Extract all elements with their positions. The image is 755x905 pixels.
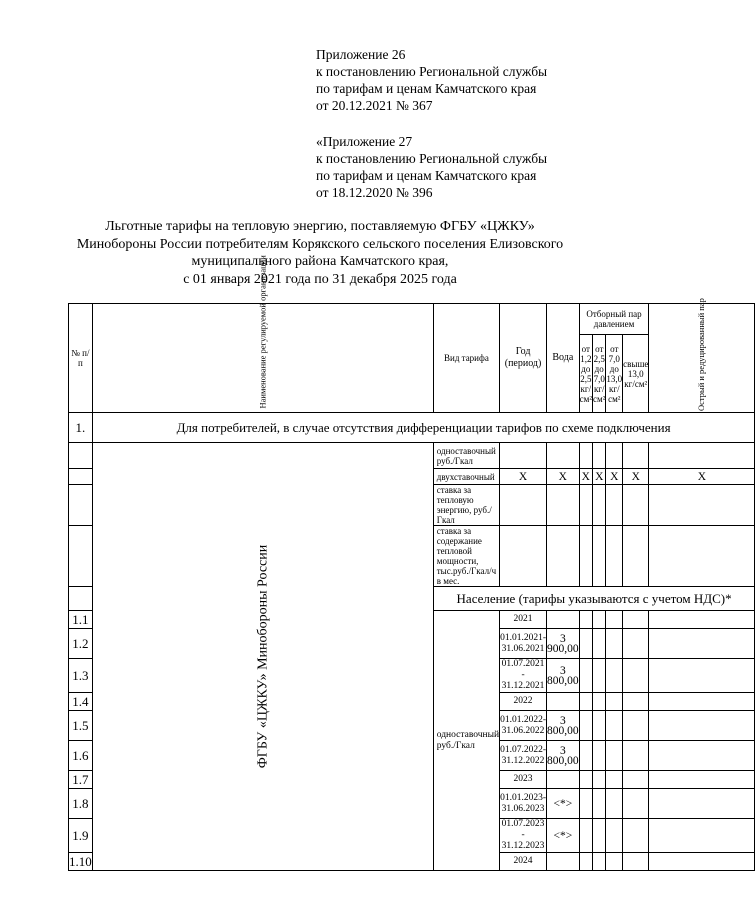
empty-cell [623,771,649,789]
empty-cell [579,693,592,711]
section1-num: 1. [69,413,93,443]
x-mark: Х [623,469,649,485]
x-mark: Х [547,469,580,485]
empty-cell [649,659,755,693]
empty-cell [623,629,649,659]
empty-cell [606,443,623,469]
row-num: 1.2 [69,629,93,659]
header-p1: от 1,2 до 2,5 кг/см² [579,335,592,413]
empty-cell [593,853,606,871]
empty-cell [579,711,592,741]
header-p3: от 7,0 до 13,0 кг/см² [606,335,623,413]
population-type: одноставочный руб./Гкал [433,611,499,871]
appendix-old-line3: по тарифам и ценам Камчатского края [316,168,537,183]
row-num: 1.4 [69,693,93,711]
appendix-new-line1: Приложение 26 [316,47,406,62]
empty-cell [649,771,755,789]
appendix-new-line2: к постановлению Региональной службы [316,64,548,79]
empty-cell [547,485,580,526]
title-line2: Минобороны России потребителям Корякского сельского поселения Елизовского [76,236,564,252]
x-mark: Х [500,469,547,485]
empty-cell [606,485,623,526]
header-water: Вода [547,304,580,413]
type-capacity-rate: ставка за содержание тепловой мощности, тыс.руб./Гкал/ч в мес. [433,526,499,587]
header-steam-group: Отборный пар давлением [579,304,649,335]
empty-cell [606,629,623,659]
empty-cell [649,443,755,469]
row-period: 01.01.2022-31.06.2022 [500,711,547,741]
empty-cell [69,587,93,611]
empty-cell [649,629,755,659]
row-num: 1.9 [69,819,93,853]
header-org: Наименование регулируемой организации [257,255,268,409]
empty-cell [649,741,755,771]
header-sharp: Острый и редуцированный пар [696,298,707,411]
row-period: 2021 [500,611,547,629]
empty-cell [69,485,93,526]
row-water [547,853,580,871]
empty-cell [500,443,547,469]
empty-cell [623,789,649,819]
empty-cell [649,853,755,871]
empty-cell [579,526,592,587]
x-mark: Х [649,469,755,485]
row-num: 1.1 [69,611,93,629]
empty-cell [593,659,606,693]
empty-cell [623,659,649,693]
empty-cell [593,789,606,819]
empty-cell [593,629,606,659]
empty-cell [623,526,649,587]
empty-cell [649,693,755,711]
empty-cell [593,771,606,789]
x-mark: Х [593,469,606,485]
appendix-new-line3: по тарифам и ценам Камчатского края [316,81,537,96]
empty-cell [623,693,649,711]
document-title [40,218,600,288]
type-double: двухставочный [433,469,499,485]
appendix-old-header [316,133,547,201]
empty-cell [593,526,606,587]
empty-cell [623,443,649,469]
empty-cell [579,659,592,693]
empty-cell [579,789,592,819]
empty-cell [606,526,623,587]
row-period: 01.07.2022-31.12.2022 [500,741,547,771]
empty-cell [579,853,592,871]
row-num: 1.7 [69,771,93,789]
row-num: 1.6 [69,741,93,771]
title-line1: Льготные тарифы на тепловую энергию, поставляемую ФГБУ «ЦЖКУ» [105,219,535,234]
empty-cell [500,526,547,587]
header-year: Год (период) [500,304,547,413]
appendix-new-header [316,46,547,114]
header-p4: свыше 13,0 кг/см² [623,335,649,413]
row-num: 1.5 [69,711,93,741]
empty-cell [593,443,606,469]
org-cell [92,443,433,871]
appendix-old-line4: от 18.12.2020 № 396 [316,185,433,200]
header-p2: от 2,5 до 7,0 кг/см² [593,335,606,413]
empty-cell [606,789,623,819]
row-num: 1.10 [69,853,92,869]
empty-cell [547,443,580,469]
header-tariff-type: Вид тарифа [433,304,499,413]
row-period: 01.01.2021-31.06.2021 [500,629,547,659]
row-water: 3 800,00 [547,711,580,741]
empty-cell [593,819,606,853]
empty-cell [579,819,592,853]
empty-cell [623,741,649,771]
empty-cell [649,789,755,819]
empty-cell [500,485,547,526]
row-num: 1.3 [69,659,93,693]
empty-cell [579,629,592,659]
empty-cell [649,485,755,526]
row-period: 2024 [500,853,547,871]
empty-cell [606,711,623,741]
row-period: 2023 [500,771,547,789]
appendix-old-line2: к постановлению Региональной службы [316,151,548,166]
empty-cell [69,443,93,469]
population-title: Население (тарифы указываются с учетом НДС)* [433,587,755,611]
empty-cell [649,819,755,853]
row-water [547,611,580,629]
row-water: 3 900,00 [547,629,580,659]
type-single: одноставочный руб./Гкал [433,443,499,469]
empty-cell [606,819,623,853]
empty-cell [606,693,623,711]
empty-cell [69,526,93,587]
empty-cell [593,693,606,711]
row-water [547,693,580,711]
appendix-old-line1: «Приложение 27 [316,134,413,149]
empty-cell [649,611,755,629]
x-mark: Х [606,469,623,485]
title-line4: с 01 января 2021 года по 31 декабря 2025 года [183,271,457,287]
row-period: 01.01.2023-31.06.2023 [500,789,547,819]
empty-cell [579,771,592,789]
x-mark: Х [579,469,592,485]
row-water: <*> [547,789,580,819]
section1-title: Для потребителей, в случае отсутствия дифференциации тарифов по схеме подключения [92,413,755,443]
type-heat-rate: ставка за тепловую энергию, руб./Гкал [433,485,499,526]
empty-cell [69,469,93,485]
empty-cell [623,711,649,741]
empty-cell [579,485,592,526]
empty-cell [593,485,606,526]
empty-cell [606,741,623,771]
empty-cell [606,611,623,629]
row-period: 01.07.2021 - 31.12.2021 [500,659,547,693]
row-water: 3 800,00 [547,659,580,693]
org-name: ФГБУ «ЦЖКУ» Минобороны России [255,544,271,769]
empty-cell [593,711,606,741]
row-water: <*> [547,819,580,853]
empty-cell [623,853,649,871]
header-sharp-cell [649,298,755,413]
empty-cell [593,611,606,629]
empty-cell [606,771,623,789]
empty-cell [649,711,755,741]
row-period: 2022 [500,693,547,711]
row-period: 01.07.2023 - 31.12.2023 [500,819,547,853]
appendix-new-line4: от 20.12.2021 № 367 [316,98,433,113]
empty-cell [649,526,755,587]
title-line3: муниципального района Камчатского края, [191,254,449,269]
row-water [547,771,580,789]
empty-cell [579,443,592,469]
empty-cell [606,659,623,693]
empty-cell [579,611,592,629]
empty-cell [623,819,649,853]
empty-cell [547,526,580,587]
empty-cell [579,741,592,771]
empty-cell [606,853,623,871]
empty-cell [593,741,606,771]
empty-cell [623,485,649,526]
row-num: 1.8 [69,789,93,819]
row-water: 3 800,00 [547,741,580,771]
empty-cell [623,611,649,629]
header-num: № п/п [69,304,93,413]
